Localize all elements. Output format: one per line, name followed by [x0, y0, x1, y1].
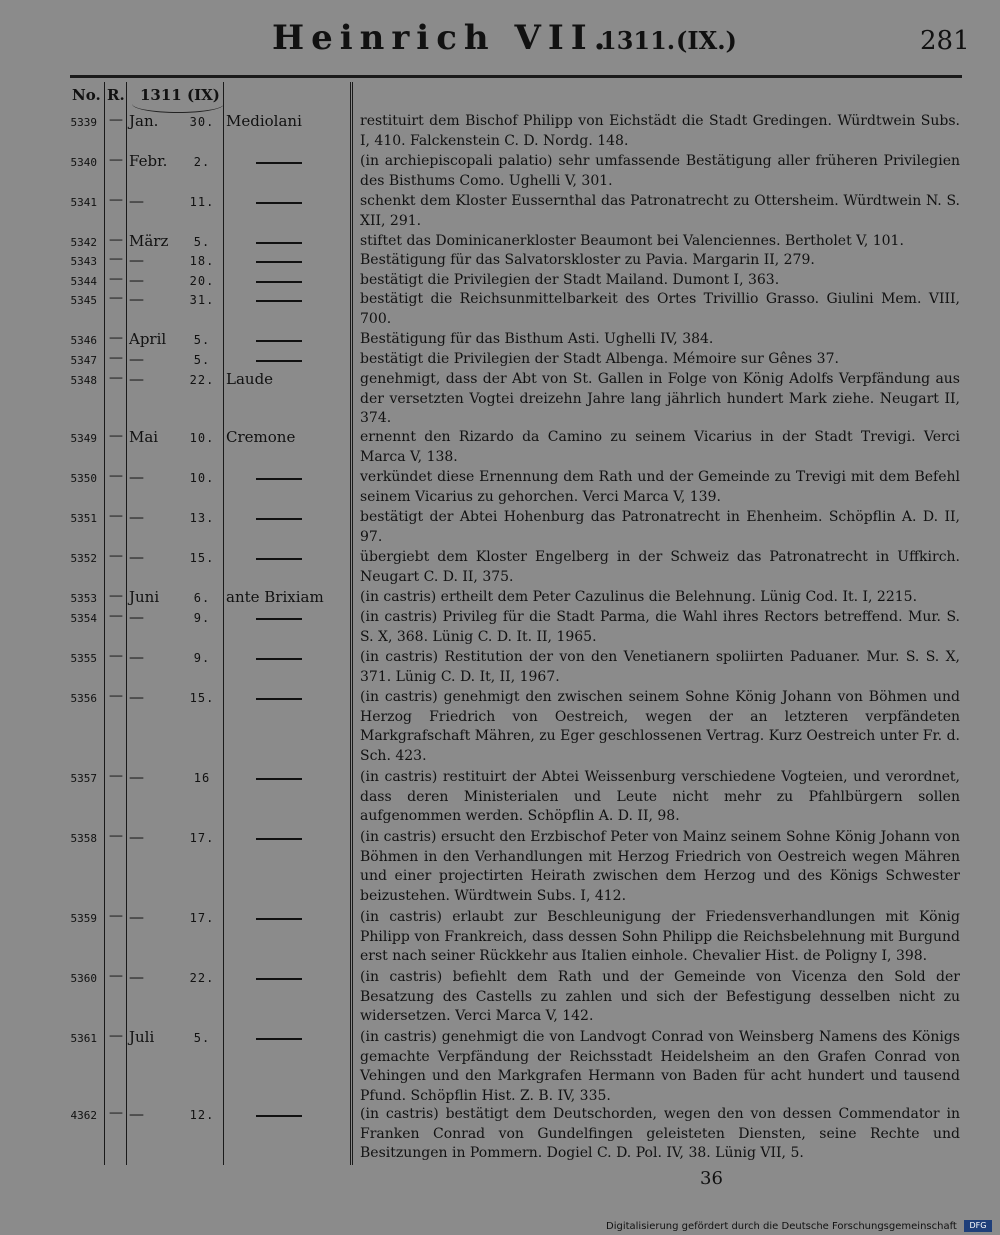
entry-month: — [129, 908, 144, 926]
entry-r-mark: — [109, 608, 123, 624]
entry-text: (in castris) erlaubt zur Beschleunigung der Friedensverhandlungen mit König Philipp von Frankreich, dass dessen Sohn Philipp die Reichsbelehnung mit Burgund erst nach seiner Rückkehr aus Italien einhole. Chevalier Hist. de Poligny I, 398. [360, 909, 960, 965]
entry-number: 5353 [70, 592, 97, 605]
entry-r-mark: — [109, 428, 123, 444]
digitization-credit: Digitalisierung gefördert durch die Deutsche Forschungsgemeinschaft [606, 1221, 957, 1232]
entry-day: 9. [193, 651, 211, 665]
entry-number: 5346 [70, 334, 97, 347]
entry-place-dash [256, 518, 302, 520]
entry-r-mark: — [109, 648, 123, 664]
entry-month: — [129, 251, 144, 269]
entry-day: 22. [189, 373, 215, 387]
header-section: (IX.) [676, 26, 737, 55]
entry-text: ernennt den Rizardo da Camino zu seinem Vicarius in der Stadt Trevigi. Verci Marca V, 138. [360, 429, 960, 465]
entry-month: Juli [129, 1028, 155, 1046]
entry-day: 22. [189, 971, 215, 985]
entry-place-dash [256, 340, 302, 342]
entry-text: bestätigt die Privilegien der Stadt Mailand. Dumont I, 363. [360, 272, 780, 288]
entry-text: Bestätigung für das Bisthum Asti. Ughelli IV, 384. [360, 331, 714, 347]
entry-number: 5361 [70, 1032, 97, 1045]
entry-place-dash [256, 698, 302, 700]
entry-month: — [129, 508, 144, 526]
entry-text: restituirt dem Bischof Philipp von Eichstädt die Stadt Gredingen. Würdtwein Subs. I, 410. Falckenstein C. D. Nordg. 148. [360, 113, 960, 149]
entry-r-mark: — [109, 112, 123, 128]
entry-r-mark: — [109, 330, 123, 346]
dfg-logo: DFG [964, 1220, 992, 1232]
entry-place-dash [256, 242, 302, 244]
sheet-signature: 36 [700, 1168, 723, 1189]
running-header [0, 14, 1000, 64]
entry-month: Febr. [129, 152, 168, 170]
entry-day: 13. [189, 511, 215, 525]
entry-number: 5344 [70, 275, 97, 288]
entry-place-dash [256, 558, 302, 560]
entry-month: April [129, 330, 167, 348]
entry-month: Mai [129, 428, 159, 446]
entry-text: Bestätigung für das Salvatorskloster zu Pavia. Margarin II, 279. [360, 252, 815, 268]
entry-number: 4362 [70, 1109, 97, 1122]
entry-number: 5349 [70, 432, 97, 445]
entry-day: 5. [193, 353, 211, 367]
entry-text: bestätigt der Abtei Hohenburg das Patronatrecht in Ehenheim. Schöpflin A. D. II, 97. [360, 509, 960, 545]
entry-place: Cremone [226, 428, 296, 446]
entry-text: verkündet diese Ernennung dem Rath und der Gemeinde zu Trevigi mit dem Befehl seinem Vicarius zu gehorchen. Verci Marca V, 139. [360, 469, 960, 505]
entry-place-dash [256, 261, 302, 263]
entry-text: bestätigt die Reichsunmittelbarkeit des Ortes Trivillio Grasso. Giulini Mem. VIII, 700. [360, 291, 960, 327]
entry-r-mark: — [109, 688, 123, 704]
entry-text: stiftet das Dominicanerkloster Beaumont bei Valenciennes. Bertholet V, 101. [360, 233, 904, 249]
entry-month: Juni [129, 588, 160, 606]
entry-number: 5351 [70, 512, 97, 525]
entry-day: 2. [193, 155, 211, 169]
entry-place-dash [256, 162, 302, 164]
entry-text: (in castris) befiehlt dem Rath und der Gemeinde von Vicenza den Sold der Besatzung des Castells zu zahlen und sich der Befestigung desselben nicht zu widersetzen. Verci Marca V, 142. [360, 969, 960, 1025]
entry-month: — [129, 350, 144, 368]
column-header-date: 1311 (IX) [140, 86, 220, 104]
entry-day: 15. [189, 691, 215, 705]
entry-r-mark: — [109, 1028, 123, 1044]
entry-r-mark: — [109, 588, 123, 604]
entry-day: 12. [189, 1108, 215, 1122]
entry-place-dash [256, 202, 302, 204]
entry-r-mark: — [109, 908, 123, 924]
entry-text: (in castris) bestätigt dem Deutschorden, wegen den von dessen Commendator in Franken Conrad von Gundelfingen geleisteten Diensten, seine Rechte und Besitzungen in Pommern. Dogiel C. D. Pol. IV, 38. Lünig VII, 5. [360, 1106, 960, 1162]
entry-month: — [129, 548, 144, 566]
entry-month: — [129, 370, 144, 388]
entry-month: — [129, 1105, 144, 1123]
entry-number: 5357 [70, 772, 97, 785]
entry-number: 5339 [70, 116, 97, 129]
entry-r-mark: — [109, 968, 123, 984]
entry-place-dash [256, 918, 302, 920]
entry-place: ante Brixiam [226, 588, 324, 606]
entry-month: — [129, 688, 144, 706]
entry-text: (in castris) restituirt der Abtei Weissenburg verschiedene Vogteien, und verordnet, dass deren Ministerialen und Leute nicht mehr zu Pfahlbürgern sollen aufgenommen werden. Schöpflin A. D. II, 98. [360, 769, 960, 825]
entry-month: — [129, 608, 144, 626]
entry-r-mark: — [109, 508, 123, 524]
entry-place-dash [256, 300, 302, 302]
column-rule-no [104, 82, 105, 1165]
entry-day: 31. [189, 293, 215, 307]
entry-place-dash [256, 1038, 302, 1040]
entry-day: 5. [193, 1031, 211, 1045]
entry-text: (in castris) ersucht den Erzbischof Peter von Mainz seinem Sohne König Johann von Böhmen in den Verhandlungen mit Herzog Friedrich von Oestreich wegen Mähren und einer projectirten Heirath zwischen dem Herzog und des Königs Schwester beizustehen. Würdtwein Subs. I, 412. [360, 829, 960, 904]
entry-place: Laude [226, 370, 274, 388]
entry-day: 17. [189, 831, 215, 845]
entry-number: 5354 [70, 612, 97, 625]
entry-r-mark: — [109, 251, 123, 267]
entry-text: schenkt dem Kloster Eussernthal das Patronatrecht zu Ottersheim. Würdtwein N. S. XII, 291. [360, 193, 960, 229]
header-rule [70, 75, 962, 78]
entry-day: 6. [193, 591, 211, 605]
entry-text: (in castris) genehmigt die von Landvogt Conrad von Weinsberg Namens des Königs gemachte Verpfändung der Reichsstadt Heidelsheim an den Grafen Conrad von Vehingen und den Markgrafen Hermann von Baden für acht hundert und tausend Pfund. Schöpflin Hist. Z. B. IV, 335. [360, 1029, 960, 1104]
entry-place-dash [256, 360, 302, 362]
entry-month: — [129, 290, 144, 308]
entry-number: 5356 [70, 692, 97, 705]
entry-number: 5343 [70, 255, 97, 268]
entry-month: — [129, 648, 144, 666]
entry-number: 5359 [70, 912, 97, 925]
entry-place-dash [256, 838, 302, 840]
entry-place-dash [256, 658, 302, 660]
entry-r-mark: — [109, 468, 123, 484]
entry-number: 5360 [70, 972, 97, 985]
entry-r-mark: — [109, 192, 123, 208]
entry-month: März [129, 232, 169, 250]
entry-r-mark: — [109, 370, 123, 386]
entry-place-dash [256, 778, 302, 780]
entry-text: (in archiepiscopali palatio) sehr umfassende Bestätigung aller früheren Privilegien des Bisthums Como. Ughelli V, 301. [360, 153, 960, 189]
entry-month: — [129, 271, 144, 289]
header-year: 1311. [600, 26, 676, 55]
entry-number: 5341 [70, 196, 97, 209]
entry-month: Jan. [129, 112, 159, 130]
entry-month: — [129, 192, 144, 210]
entry-day: 5. [193, 235, 211, 249]
entry-month: — [129, 768, 144, 786]
entry-number: 5347 [70, 354, 97, 367]
entry-day: 5. [193, 333, 211, 347]
entry-text: (in castris) genehmigt den zwischen seinem Sohne König Johann von Böhmen und Herzog Friedrich von Oestreich, wegen der an letzteren verpfändeten Markgrafschaft Mähren, zu Eger geschlossenen Vertrag. Kurz Oestreich unter Fr. d. Sch. 423. [360, 689, 960, 764]
entry-place-dash [256, 1115, 302, 1117]
entry-text: genehmigt, dass der Abt von St. Gallen in Folge von König Adolfs Verpfändung aus der versetzten Vogtei dreizehn Jahre lang jährlich hundert Mark ziehe. Neugart II, 374. [360, 371, 960, 427]
entry-r-mark: — [109, 350, 123, 366]
entry-number: 5340 [70, 156, 97, 169]
entry-place-dash [256, 281, 302, 283]
entry-text: übergiebt dem Kloster Engelberg in der Schweiz das Patronatrecht in Uffkirch. Neugart C. D. II, 375. [360, 549, 960, 585]
column-rule-place [350, 82, 353, 1165]
entry-text: (in castris) Privileg für die Stadt Parma, die Wahl ihres Rectors betreffend. Mur. S. S. X, 368. Lünig C. D. It. II, 1965. [360, 609, 960, 645]
entry-number: 5350 [70, 472, 97, 485]
entry-r-mark: — [109, 290, 123, 306]
column-rule-r [126, 82, 127, 1165]
entry-place-dash [256, 478, 302, 480]
entry-day: 10. [189, 431, 215, 445]
entry-month: — [129, 828, 144, 846]
entry-r-mark: — [109, 271, 123, 287]
entry-day: 20. [189, 274, 215, 288]
entry-r-mark: — [109, 828, 123, 844]
entry-day: 15. [189, 551, 215, 565]
entry-day: 18. [189, 254, 215, 268]
column-header-no: No. [72, 86, 101, 104]
entry-number: 5352 [70, 552, 97, 565]
entry-number: 5342 [70, 236, 97, 249]
entry-number: 5348 [70, 374, 97, 387]
entry-number: 5355 [70, 652, 97, 665]
entry-day: 10. [189, 471, 215, 485]
entry-day: 30. [189, 115, 215, 129]
entry-number: 5345 [70, 294, 97, 307]
entry-day: 11. [189, 195, 215, 209]
header-title: Heinrich VII. [272, 18, 613, 58]
entry-r-mark: — [109, 768, 123, 784]
entry-text: (in castris) ertheilt dem Peter Cazulinus die Belehnung. Lünig Cod. It. I, 2215. [360, 589, 918, 605]
entry-r-mark: — [109, 232, 123, 248]
column-header-r: R. [107, 86, 125, 104]
entry-r-mark: — [109, 1105, 123, 1121]
entry-place-dash [256, 978, 302, 980]
entry-month: — [129, 468, 144, 486]
entry-day: 17. [189, 911, 215, 925]
entry-day: 9. [193, 611, 211, 625]
entry-text: (in castris) Restitution der von den Venetianern spoliirten Paduaner. Mur. S. S. X, 371. Lünig C. D. It, II, 1967. [360, 649, 960, 685]
entry-r-mark: — [109, 548, 123, 564]
entry-number: 5358 [70, 832, 97, 845]
entry-place-dash [256, 618, 302, 620]
entry-r-mark: — [109, 152, 123, 168]
entry-place: Mediolani [226, 112, 302, 130]
entry-day: 16 [193, 771, 211, 785]
entry-month: — [129, 968, 144, 986]
entry-text: bestätigt die Privilegien der Stadt Albenga. Mémoire sur Gênes 37. [360, 351, 839, 367]
page-number: 281 [920, 26, 970, 56]
